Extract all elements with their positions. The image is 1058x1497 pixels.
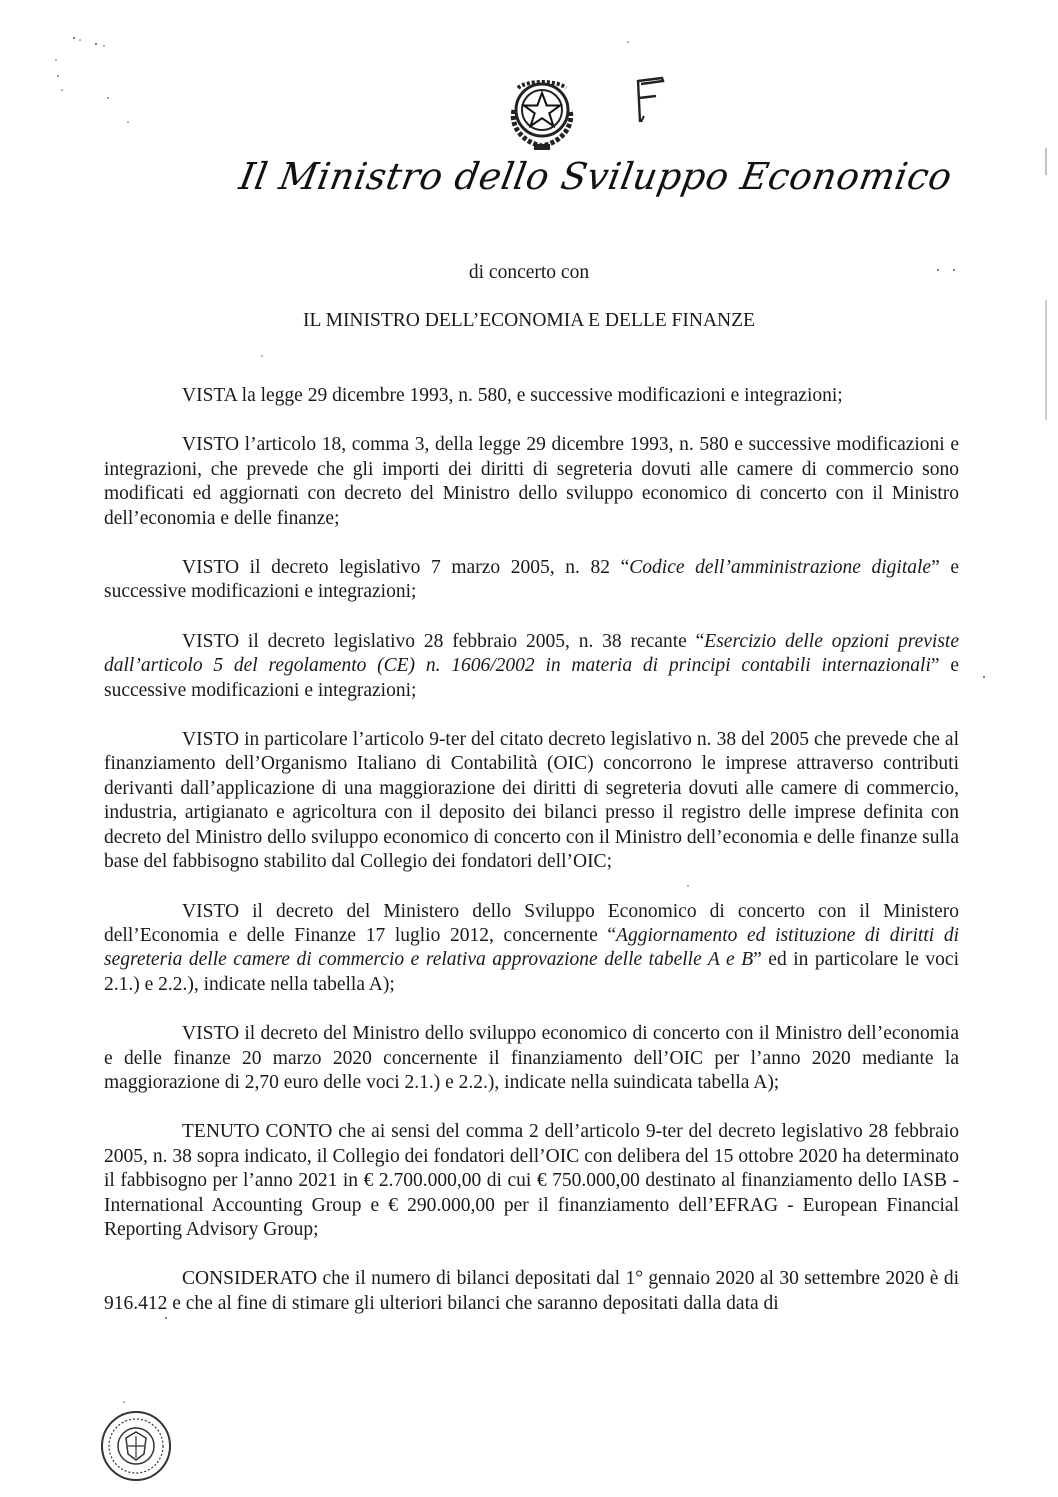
paragraph-tenuto-conto: TENUTO CONTO che ai sensi del comma 2 dell’articolo 9-ter del decreto legislativo 28 febbraio 2005, n. 38 sopra indicato, il Collegio dei fondatori dell’OIC con delibera del 15 ottobre 2020 ha determinato il fabbisogno per l’anno 2021 in € 2.700.000,00 di cui € 750.000,00 destinato al finanziamento dello IASB - International Accounting Group e € 290.000,00 per il finanziamento dell’EFRAG - European Financial Reporting Advisory Group;: [104, 1121, 959, 1240]
paragraph-visto-decreto-2020: VISTO il decreto del Ministro dello sviluppo economico di concerto con il Ministro dell’economia e delle finanze 20 marzo 2020 concernente il finanziamento dell’OIC per l’anno 2020 mediante la maggiorazione di 2,70 euro delle voci 2.1.) e 2.2.), indicate nella suindicata tabella A);: [104, 1023, 959, 1093]
paragraph-visto-dlgs-38: VISTO il decreto legislativo 28 febbraio 2005, n. 38 recante “Esercizio delle opzioni previste dall’articolo 5 del regolamento (CE) n. 1606/2002 in materia di principi contabili internazionali” e successive modificazioni e integrazioni;: [104, 630, 960, 701]
paragraph-considerato: CONSIDERATO che il numero di bilanci depositati dal 1° gennaio 2020 al 30 settembre 2020 è di 916.412 e che al fine di stimare gli ulteriori bilanci che saranno depositati dalla data di: [104, 1268, 959, 1314]
paragraph-visto-articolo-9ter: VISTO in particolare l’articolo 9-ter del citato decreto legislativo n. 38 del 2005 che prevede che al finanziamento dell’Organismo Italiano di Contabilità (OIC) concorrono le imprese attraverso contributi derivanti dall’applicazione di una maggiorazione dei diritti di segreteria dovuti alle camere di commercio, industria, artigianato e agricoltura con il deposito dei bilanci presso il registro delle imprese definita con decreto del Ministro dello sviluppo economico di concerto con il Ministro dell’economia e delle finanze sulla base del fabbisogno stabilito dal Collegio dei fondatori dell’OIC;: [104, 729, 959, 873]
paragraph-visto-articolo-18: VISTO l’articolo 18, comma 3, della legge 29 dicembre 1993, n. 580 e successive modificazioni e integrazioni, che prevede che gli importi dei diritti di segreteria dovuti alle camere di commercio sono modificati ed aggiornati con decreto del Ministro dello sviluppo economico di concerto con il Ministro dell’economia e delle finanze;: [104, 434, 959, 529]
minister-title: Il Ministro dello Sviluppo Economico: [236, 155, 956, 198]
italian-republic-emblem-icon: [500, 70, 584, 154]
concerto-line: di concerto con: [468, 262, 590, 283]
paragraph-visto-decreto-2012: VISTO il decreto del Ministero dello Sviluppo Economico di concerto con il Ministero dell’Economia e delle Finanze 17 luglio 2012, concernente “Aggiornamento ed istituzione di diritti di segreteria delle camere di commercio e relativa approvazione delle tabelle A e B” ed in particolare le voci 2.1.) e 2.2.), indicate nella tabella A);: [104, 900, 959, 995]
document-body: [104, 384, 959, 1341]
paragraph-visto-dlgs-82: VISTO il decreto legislativo 7 marzo 2005, n. 82 “Codice dell’amministrazione digitale” e successive modificazioni e integrazioni;: [104, 557, 960, 603]
paragraph-vista-legge: VISTA la legge 29 dicembre 1993, n. 580, e successive modificazioni e integrazioni;: [182, 385, 843, 406]
official-round-stamp-icon: [98, 1408, 174, 1484]
co-minister-heading: IL MINISTRO DELL’ECONOMIA E DELLE FINANZE: [303, 310, 755, 331]
handwritten-f-mark: [632, 76, 666, 126]
